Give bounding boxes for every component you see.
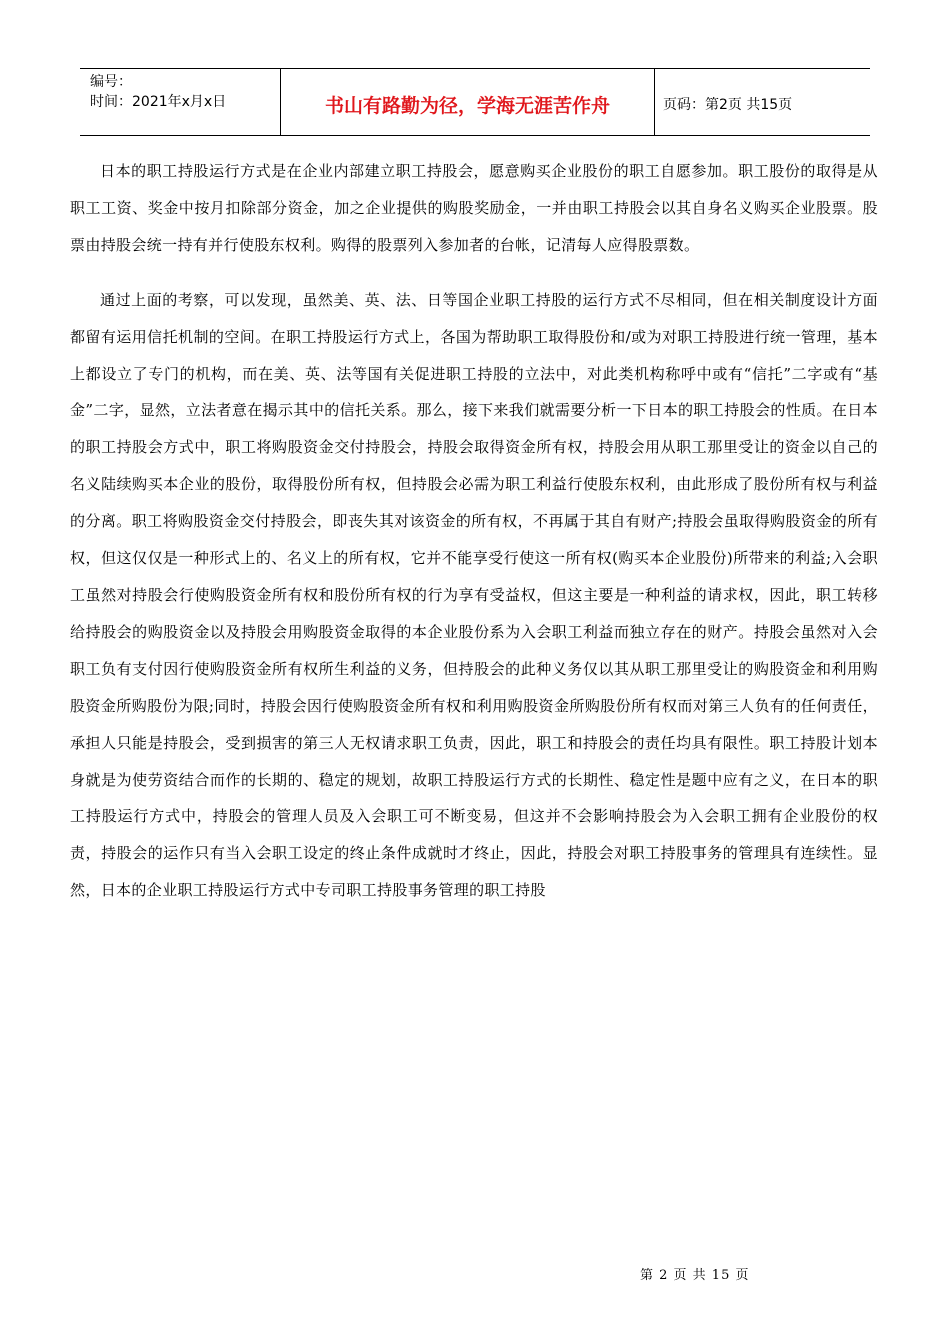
date-label: 时间：2021年x月x日	[90, 94, 227, 110]
page-footer: 第 2 页 共 15 页	[640, 1268, 750, 1283]
header-motto: 书山有路勤为径，学海无涯苦作舟	[281, 69, 655, 135]
paragraph-2: 通过上面的考察，可以发现，虽然美、英、法、日等国企业职工持股的运行方式不尽相同，但在相关制度设计方面都留有运用信托机制的空间。在职工持股运行方式上，各国为帮助职工取得股份和/或为对职工持股进行统一管理，基本上都设立了专门的机构，而在美、英、法等国有关促进职工持股的立法中，对此类机构称呼中或有“信托”二字或有“基金”二字，显然，立法者意在揭示其中的信托关系。那么，接下来我们就需要分析一下日本的职工持股会的性质。在日本的职工持股会方式中，职工将购股资金交付持股会，持股会取得资金所有权，持股会用从职工那里受让的资金以自己的名义陆续购买本企业的股份，取得股份所有权，但持股会必需为职工利益行使股东权利，由此形成了股份所有权与利益的分离。职工将购股资金交付持股会，即丧失其对该资金的所有权，不再属于其自有财产;持股会虽取得购股资金的所有权，但这仅仅是一种形式上的、名义上的所有权，它并不能享受行使这一所有权(购买本企业股份)所带来的利益;入会职工虽然对持股会行使购股资金所有权和股份所有权的行为享有受益权，但这主要是一种利益的请求权，因此，职工转移给持股会的购股资金以及持股会用购股资金取得的本企业股份系为入会职工利益而独立存在的财产。持股会虽然对入会职工负有支付因行使购股资金所有权所生利益的义务，但持股会的此种义务仅以其从职工那里受让的购股资金和利用购股资金所购股份为限;同时，持股会因行使购股资金所有权和利用购股资金所购股份所有权而对第三人负有的任何责任，承担人只能是持股会，受到损害的第三人无权请求职工负责，因此，职工和持股会的责任均具有限性。职工持股计划本身就是为使劳资结合而作的长期的、稳定的规划，故职工持股运行方式的长期性、稳定性是题中应有之义，在日本的职工持股运行方式中，持股会的管理人员及入会职工可不断变易，但这并不会影响持股会为入会职工拥有企业股份的权责，持股会的运作只有当入会职工设定的终止条件成就时才终止，因此，持股会对职工持股事务的管理具有连续性。显然，日本的企业职工持股运行方式中专司职工持股事务管理的职工持股	[70, 290, 878, 900]
header-page-info: 页码：第2页 共15页	[663, 97, 793, 113]
serial-number-label: 编号：	[90, 74, 132, 90]
page-header	[80, 68, 870, 136]
paragraph-spacer	[70, 264, 878, 282]
header-meta	[80, 69, 281, 135]
paragraph-1: 日本的职工持股运行方式是在企业内部建立职工持股会，愿意购买企业股份的职工自愿参加。职工股份的取得是从职工工资、奖金中按月扣除部分资金，加之企业提供的购股奖励金，一并由职工持股会以其自身名义购买企业股票。股票由持股会统一持有并行使股东权利。购得的股票列入参加者的台帐，记清每人应得股票数。	[70, 162, 878, 254]
document-body	[70, 153, 878, 909]
